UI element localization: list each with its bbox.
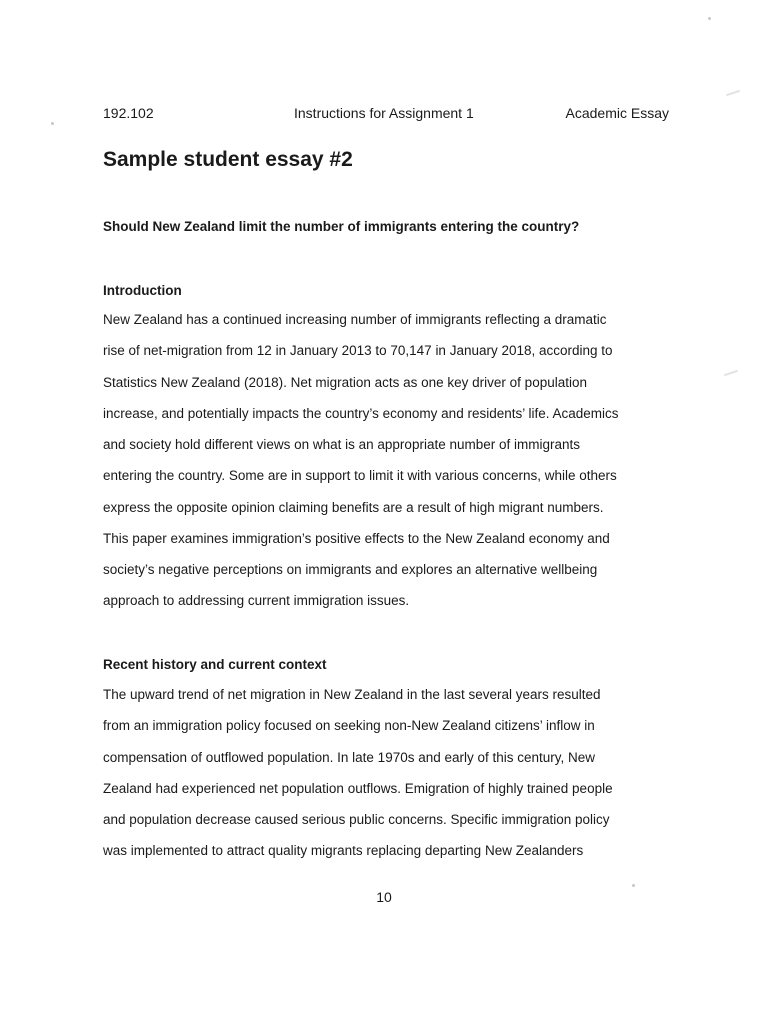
paragraph-line: rise of net-migration from 12 in January 2013 to 70,147 in January 2018, according to	[103, 343, 613, 359]
scan-mark	[724, 370, 738, 376]
paragraph-line: This paper examines immigration’s positive effects to the New Zealand economy and	[103, 530, 610, 546]
essay-title: Sample student essay #2	[103, 148, 353, 171]
section-heading-introduction: Introduction	[103, 283, 182, 298]
assignment-type: Academic Essay	[565, 105, 669, 121]
introduction-paragraph	[103, 311, 683, 624]
page-number: 10	[376, 889, 392, 905]
scan-speck	[51, 122, 54, 125]
section-heading-recent-history: Recent history and current context	[103, 657, 327, 672]
scan-speck	[632, 884, 635, 887]
paragraph-line: and society hold different views on what is an appropriate number of immigrants	[103, 437, 581, 452]
paragraph-line: and population decrease caused serious public concerns. Specific immigration policy	[103, 812, 610, 827]
course-code: 192.102	[103, 105, 154, 121]
paragraph-line: from an immigration policy focused on seeking non-New Zealand citizens’ inflow in	[103, 718, 595, 734]
scan-mark	[726, 90, 740, 96]
paragraph-line: was implemented to attract quality migrants replacing departing New Zealanders	[103, 843, 584, 859]
paragraph-line: compensation of outflowed population. In late 1970s and early of this century, New	[103, 749, 596, 765]
paragraph-line: increase, and potentially impacts the country’s economy and residents’ life. Academics	[103, 405, 619, 421]
paragraph-line: approach to addressing current immigration issues.	[103, 593, 410, 609]
essay-question: Should New Zealand limit the number of immigrants entering the country?	[103, 219, 580, 234]
paragraph-line: Statistics New Zealand (2018). Net migration acts as one key driver of population	[103, 374, 587, 390]
page-header	[103, 104, 671, 124]
paragraph-line: entering the country. Some are in support to limit it with various concerns, while others	[103, 468, 617, 484]
paragraph-line: Zealand had experienced net population outflows. Emigration of highly trained people	[103, 780, 613, 796]
paragraph-line: New Zealand has a continued increasing number of immigrants reflecting a dramatic	[103, 312, 607, 327]
scan-speck	[708, 17, 711, 20]
header-instructions: Instructions for Assignment 1	[294, 105, 474, 121]
paragraph-line: The upward trend of net migration in New Zealand in the last several years resulted	[103, 687, 601, 702]
paragraph-line: society’s negative perceptions on immigrants and explores an alternative wellbeing	[103, 562, 598, 577]
recent-history-paragraph	[103, 686, 683, 874]
paragraph-line: express the opposite opinion claiming benefits are a result of high migrant numbers.	[103, 499, 604, 515]
